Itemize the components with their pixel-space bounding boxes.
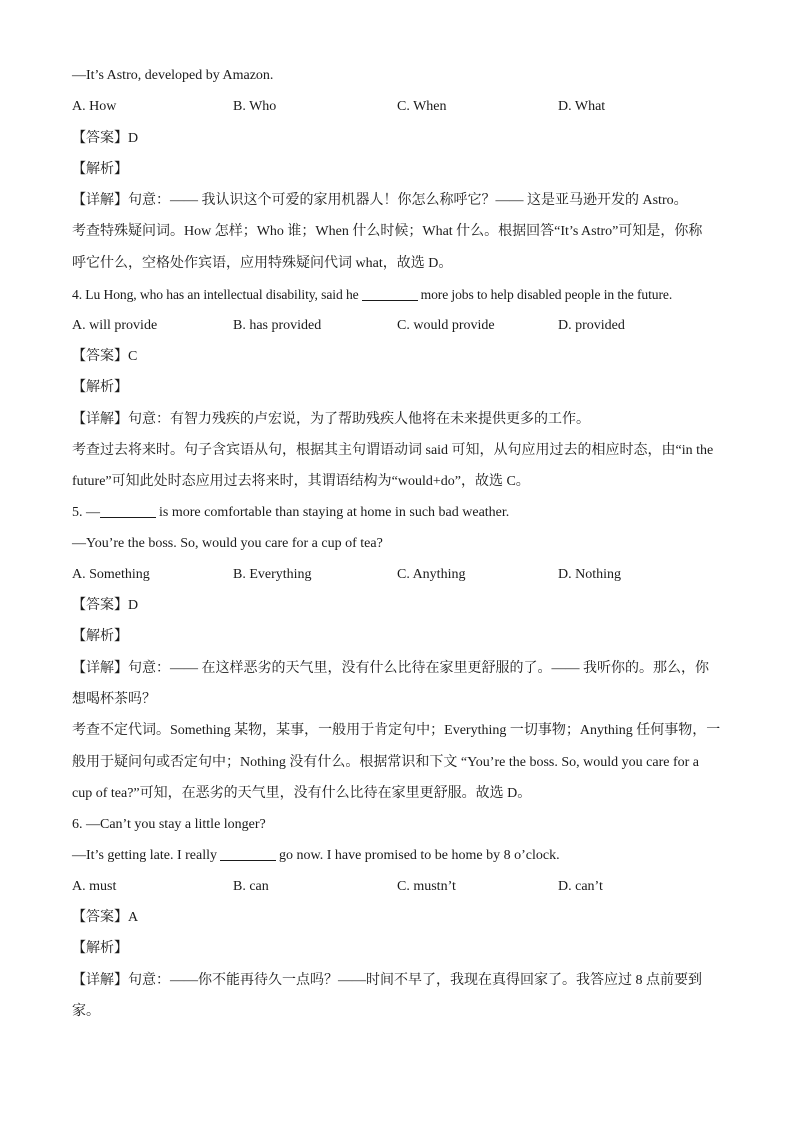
q5-option-a: A. Something [72,567,150,582]
q6-answer [72,908,138,928]
answer-letter: D [128,598,139,613]
q4-options [72,316,722,336]
q5-answer [72,596,138,616]
q6-line-2-part-1: —It’s getting late. I really [72,848,218,863]
q3-detail-3: 呼它什么，空格处作宾语，应用特殊疑问代词 what，故选 D。 [72,256,453,271]
q4-detail-1 [72,410,590,430]
q3-options [72,97,722,117]
q4-detail-2: 考查过去将来时。句子含宾语从句，根据其主句谓语动词 said 可知，从句应用过去的相应时态，由“in the [72,443,714,458]
answer-letter: C [128,349,138,364]
q6-line-2 [72,846,560,866]
q3-answer [72,129,138,149]
q6-option-d: D. can’t [558,879,603,894]
answer-letter: A [128,910,139,925]
q3-analysis-heading: 【解析】 [72,162,128,177]
q5-detail-4: 般用于疑问句或否定句中；Nothing 没有什么。根据常识和下文 “You’re the boss. So, would you care for a [72,755,699,770]
q5-option-b: B. Everything [233,567,312,582]
detail-tag: 【详解】 [72,661,128,676]
q4-option-b: B. has provided [233,318,322,333]
detail-text: 句意：——你不能再待久一点吗？——时间不早了，我现在真得回家了。我答应过 8 点前要到 [128,973,702,988]
answer-tag: 【答案】 [72,131,128,146]
q6-detail-1 [72,971,702,991]
q6-option-b: B. can [233,879,269,894]
q4-detail-3: future”可知此处时态应用过去将来时，其谓语结构为“would+do”，故选 C。 [72,474,530,489]
q4-analysis-heading: 【解析】 [72,380,128,395]
q5-analysis-heading: 【解析】 [72,629,128,644]
q3-option-c: C. When [397,99,447,114]
q5-stem [72,503,509,523]
q5-option-c: C. Anything [397,567,466,582]
q4-answer [72,347,137,367]
answer-tag: 【答案】 [72,349,128,364]
q5-option-d: D. Nothing [558,567,621,582]
q3-option-d: D. What [558,99,606,114]
q5-detail-5: cup of tea?”可知，在恶劣的天气里，没有什么比待在家里更舒服。故选 D。 [72,786,532,801]
q6-analysis-heading: 【解析】 [72,941,128,956]
detail-tag: 【详解】 [72,973,128,988]
answer-tag: 【答案】 [72,910,128,925]
q5-detail-1 [72,659,709,679]
q6-options [72,877,722,897]
detail-tag: 【详解】 [72,193,128,208]
answer-letter: D [128,131,139,146]
q3-detail-1 [72,191,688,211]
q4-stem [72,285,672,305]
q3-answer-line: —It’s Astro, developed by Amazon. [72,68,274,83]
q4-option-c: C. would provide [397,318,495,333]
q6-option-a: A. must [72,879,117,894]
q3-option-b: B. Who [233,99,277,114]
q5-blank [100,503,156,518]
q3-detail-2: 考查特殊疑问词。How 怎样；Who 谁；When 什么时候；What 什么。根据回答“It’s Astro”可知是，你称 [72,224,703,239]
q4-option-d: D. provided [558,318,625,333]
q5-detail-2: 想喝杯茶吗？ [72,692,156,707]
detail-tag: 【详解】 [72,412,128,427]
q6-blank [220,846,276,861]
q6-detail-2: 家。 [72,1004,100,1019]
detail-text: 句意：—— 我认识这个可爱的家用机器人！你怎么称呼它？—— 这是亚马逊开发的 Astro。 [128,193,688,208]
detail-text: 句意：有智力残疾的卢宏说，为了帮助残疾人他将在未来提供更多的工作。 [128,412,590,427]
q4-option-a: A. will provide [72,318,158,333]
q5-line-2: —You’re the boss. So, would you care for a cup of tea? [72,536,383,551]
q6-option-c: C. mustn’t [397,879,456,894]
q5-detail-3: 考查不定代词。Something 某物，某事，一般用于肯定句中；Everything 一切事物；Anything 任何事物，一 [72,723,721,738]
q3-option-a: A. How [72,99,117,114]
q5-stem-part-2: is more comfortable than staying at home in such bad weather. [159,505,510,520]
q5-options [72,565,722,585]
q4-stem-part-2: more jobs to help disabled people in the future. [420,287,673,302]
q4-blank [362,286,418,301]
detail-text: 句意：—— 在这样恶劣的天气里，没有什么比待在家里更舒服的了。—— 我听你的。那么，你 [128,661,709,676]
q5-stem-part-1: 5. — [72,505,100,520]
answer-tag: 【答案】 [72,598,128,613]
q6-line-2-part-2: go now. I have promised to be home by 8 o’clock. [279,848,560,863]
q6-stem: 6. —Can’t you stay a little longer? [72,817,266,832]
q4-stem-part-1: 4. Lu Hong, who has an intellectual disability, said he [72,287,359,302]
